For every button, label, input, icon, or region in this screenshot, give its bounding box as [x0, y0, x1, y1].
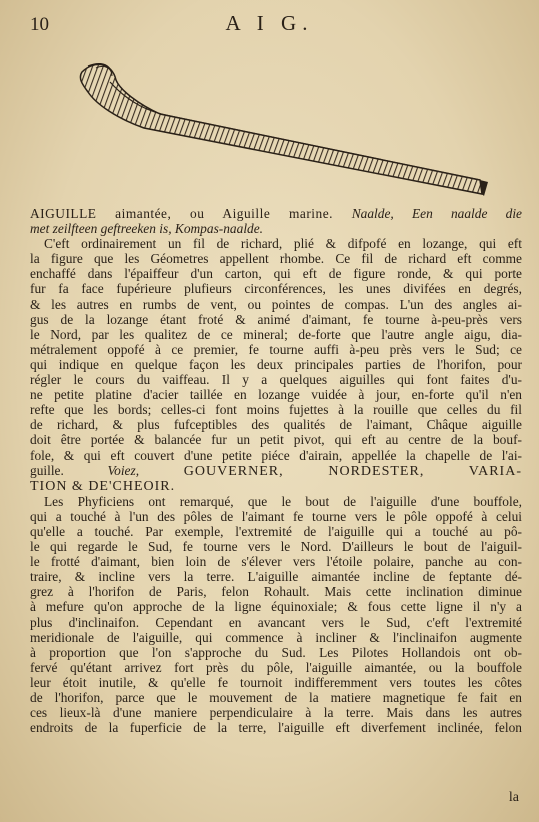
entry-line: & les autres en rumbs de vent, ou pointes de compas. L'un des angles ai- [30, 296, 522, 312]
paragraph-line: meridionale de l'aiguille, qui commence à incliner & l'inclinaifon augmente [30, 629, 522, 645]
entry-headword-line [30, 206, 522, 221]
paragraph-line: à mefure qu'on approche de la ligne équinoxiale; & fous cette ligne il n'y a [30, 599, 522, 615]
paragraph-line: qu'elle a touché. Par exemple, l'extremité de l'aiguille qui a touché au pô- [30, 523, 522, 539]
page-number: 10 [30, 14, 49, 35]
entry-line: ne petite platine d'acier taillée en lozange vuidée à jour, en-forte qu'il n'en [30, 387, 522, 403]
see-also-label: Voiez, [107, 462, 140, 478]
entry-line: métralement oppofé à ce premier, fe tourne auffi à-peu près vers le Sud; ce [30, 341, 522, 357]
paragraph-line: de l'horifon, parce que le mouvement de la matiere magnetique fe fait en [30, 690, 522, 705]
paragraph-line: leur étoit inutile, & qu'elle fe tournoit indifferemment vers toutes les côtes [30, 674, 522, 690]
entry-line: C'eft ordinairement un fil de richard, plié & difpofé en lozange, qui eft [44, 236, 522, 252]
entry-text [30, 206, 522, 735]
entry-line: enchaffé dans l'épaiffeur d'un carton, qui eft de figure ronde, & qui porte [30, 266, 522, 282]
entry-line [30, 221, 522, 236]
entry-line: fole, & qui eft couvert d'une petite piéce d'airain, appellée la chapelle de l'ai- [30, 447, 522, 463]
paragraph-line: à proportion que l'on s'approche du Sud. Les Pilotes Hollandois ont ob- [30, 644, 522, 660]
paragraph-line: le frotté d'aimant, bien loin de s'élever vers l'étoile polaire, panche au con- [30, 554, 522, 570]
catchword: la [508, 790, 519, 805]
paragraph-line: qui a touché à l'un des pôles de l'aimant fe tourne vers le pôle oppofé à celui [30, 508, 522, 524]
see-also-end: TION & DE'CHEOIR. [30, 478, 176, 494]
entry-line: fur fa face fupérieure plufieurs circonférences, les unes divifées en degrés, [30, 281, 522, 297]
paragraph-line: ces lieux-là d'une maniere perpendiculaire à la terre. Mais dans les autres [30, 705, 522, 721]
paragraph-line: traire, & incline vers la terre. L'aiguille aimantée incline de feptante dé- [30, 569, 522, 585]
running-head: A I G. [225, 11, 314, 35]
entry-line: régler le cours du vaiffeau. Il y a quelques aiguilles qui font faites d'u- [30, 372, 522, 388]
headword: AIGUILLE aimantée, ou Aiguille marine. [30, 206, 352, 221]
entry-line: gus de la lozange étant froté & animé d'aimant, fe tourne à-peu-près vers [30, 311, 522, 327]
entry-line: qui indique en quelque façon les deux principales parties de l'horifon, pour [30, 356, 522, 372]
entry-line: de richard, & plus fufceptibles des qualités de l'aimant, Châque aiguille [30, 417, 522, 433]
dutch-translation: Naalde, Een naalde die [351, 206, 522, 221]
paragraph-line: plus d'inclinaifon. Cependant en avancant vers le Sud, c'eft l'extremité [30, 614, 522, 630]
entry-line: la figure que les Géometres appellent rhombe. Ce fil de richard eft comme [30, 251, 522, 267]
paragraph-line: grez à l'horifon de Paris, felon Rohault. Mais cette inclination diminue [30, 584, 522, 600]
compass-needle-engraving [60, 52, 500, 202]
paragraph-line: endroits de la fuperficie de la terre, l'aiguille eft diverfement inclinée, felon [30, 720, 522, 736]
see-also-line [30, 463, 522, 479]
see-also-prefix: guille. [30, 462, 108, 478]
entry-line: doit être portée & balancée fur un petit pivot, qui eft au centre de la bouf- [30, 432, 522, 448]
entry-line: refte que les bords; celles-ci font moins fujettes à la rouille que celles du fil [30, 402, 522, 418]
paragraph-line: fervé qu'étant arrivez fort près du pôle, l'aiguille aimantée, ou la bouffole [30, 659, 522, 675]
see-also-refs: GOUVERNER, NORDESTER, VARIA- [139, 463, 522, 479]
paragraph-line: Les Phyficiens ont remarqué, que le bout de l'aiguille d'une bouffole, [44, 493, 522, 509]
paragraph-line: le qui regarde le Sud, fe tourne vers le Nord. D'ailleurs le bout de l'aiguil- [30, 539, 522, 555]
entry-line: le Nord, par les qualitez de ce mineral; de-forte que l'autre angle aigu, dia- [30, 326, 522, 342]
dutch-translation-cont: met zeilfteen geftreeken is, Kompas-naalde. [30, 221, 264, 237]
